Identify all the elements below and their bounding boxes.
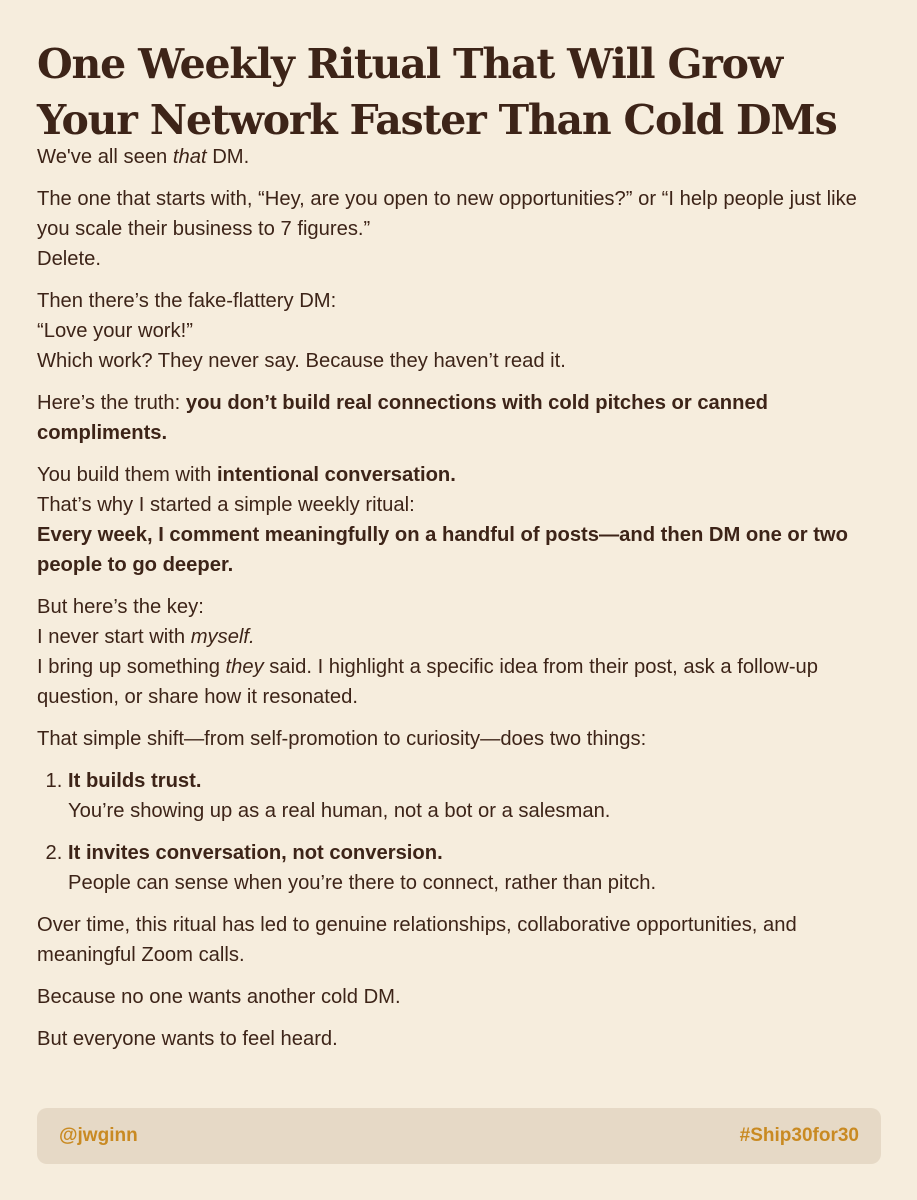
footer-bar bbox=[37, 1108, 881, 1164]
text-line bbox=[37, 622, 883, 652]
text-line: Then there’s the fake-flattery DM: bbox=[37, 290, 337, 312]
numbered-list bbox=[37, 766, 883, 898]
bold-text: you don’t build real connections with cold pitches or canned compliments. bbox=[37, 392, 769, 444]
text-run: I never start with bbox=[37, 626, 191, 648]
text-line bbox=[37, 652, 883, 712]
author-handle[interactable]: @jwginn bbox=[59, 1125, 138, 1146]
paragraph-10: But everyone wants to feel heard. bbox=[37, 1028, 338, 1050]
text-run: You build them with bbox=[37, 464, 217, 486]
paragraph-8: Over time, this ritual has led to genuine relationships, collaborative opportunities, and meaningful Zoom calls. bbox=[37, 914, 797, 966]
list-item bbox=[68, 766, 883, 826]
text-line: That’s why I started a simple weekly ritual: bbox=[37, 494, 415, 516]
emphasis: myself. bbox=[190, 626, 255, 648]
emphasis: they bbox=[225, 656, 264, 678]
text-line: Which work? They never say. Because they haven’t read it. bbox=[37, 350, 566, 372]
list-item-title: 1. It builds trust. bbox=[68, 770, 202, 792]
text-line bbox=[37, 460, 883, 490]
paragraph-2 bbox=[37, 184, 883, 274]
text-run: Here’s the truth: bbox=[37, 392, 186, 414]
text-line: Delete. bbox=[37, 248, 101, 270]
bold-text: intentional conversation. bbox=[216, 464, 456, 486]
article-title: One Weekly Ritual That Will Grow Your Network Faster Than Cold DMs bbox=[37, 40, 837, 144]
list-item-description: People can sense when you’re there to connect, rather than pitch. bbox=[68, 872, 657, 894]
hashtag[interactable]: #Ship30for30 bbox=[739, 1125, 859, 1146]
bold-text: Every week, I comment meaningfully on a handful of posts—and then DM one or two people to go deeper. bbox=[37, 524, 848, 576]
paragraph-6 bbox=[37, 592, 883, 712]
text-line: “Love your work!” bbox=[37, 320, 193, 342]
paragraph-5 bbox=[37, 460, 883, 580]
text-line: But here’s the key: bbox=[37, 596, 204, 618]
text-run: We've all seen bbox=[37, 146, 173, 168]
text-run: said. I highlight a specific idea from their post, ask a follow-up question, or share how it resonated. bbox=[37, 656, 819, 708]
text-run: DM. bbox=[206, 146, 250, 168]
paragraph-9: Because no one wants another cold DM. bbox=[37, 986, 401, 1008]
paragraph-7: That simple shift—from self-promotion to curiosity—does two things: bbox=[37, 728, 647, 750]
list-item-description: You’re showing up as a real human, not a bot or a salesman. bbox=[68, 800, 611, 822]
list-item-title: 2. It invites conversation, not conversion. bbox=[68, 842, 443, 864]
paragraph-4 bbox=[37, 388, 883, 448]
text-line: The one that starts with, “Hey, are you open to new opportunities?” or “I help people just like you scale their business to 7 figures.” bbox=[37, 188, 857, 240]
text-run: I bring up something bbox=[37, 656, 226, 678]
paragraph-3 bbox=[37, 286, 883, 376]
list-item bbox=[68, 838, 883, 898]
article bbox=[37, 36, 883, 1066]
emphasis: that bbox=[172, 146, 207, 168]
